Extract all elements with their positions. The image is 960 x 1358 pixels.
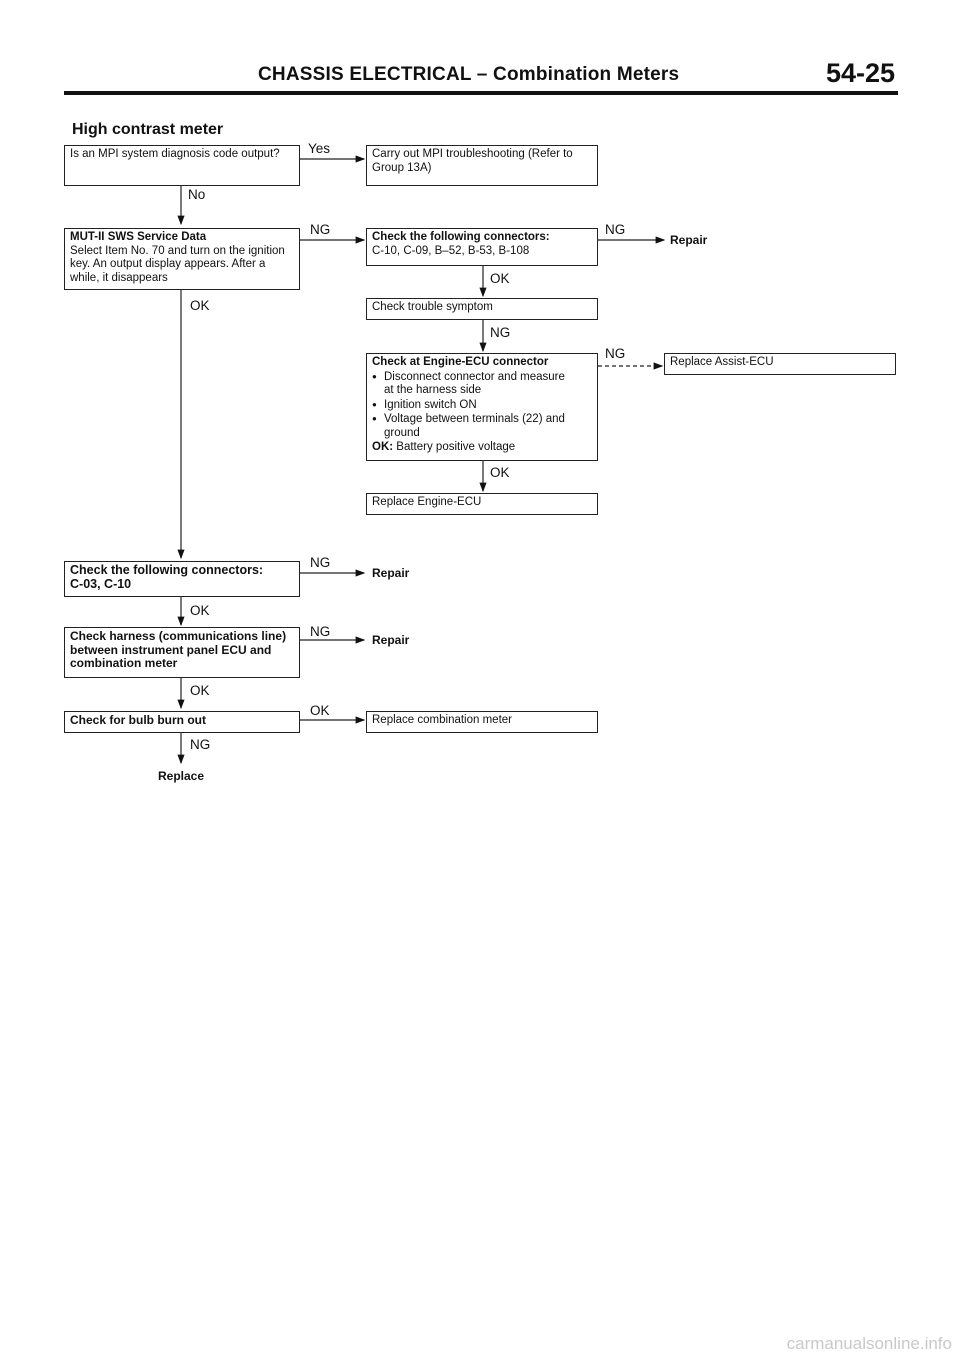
ng-label-b6: NG [605, 346, 626, 361]
harness-check-text: Check harness (communications line) between instrument panel ECU and combination meter [70, 629, 287, 671]
page-number: 54-25 [826, 58, 896, 88]
connectors-check-body-1: C-10, C-09, B–52, B-53, B-108 [372, 244, 530, 257]
mpi-troubleshooting-box [366, 145, 598, 186]
section-title: High contrast meter [72, 121, 224, 138]
bulb-burn-out-text: Check for bulb burn out [70, 713, 206, 727]
ng-label-b5: NG [490, 325, 511, 340]
connectors-check-title-2: Check the following connectors: [70, 563, 264, 577]
engine-ecu-connector-box [366, 353, 598, 461]
ok-label-b10: OK [190, 683, 210, 698]
header-title: CHASSIS ELECTRICAL – Combination Meters [258, 64, 680, 85]
replace-assist-ecu-text: Replace Assist-ECU [670, 356, 774, 368]
connectors-check-box-1 [366, 228, 598, 266]
replace-result: Replace [158, 769, 205, 783]
connectors-check-box-2 [64, 561, 300, 597]
trouble-symptom-box [366, 298, 598, 320]
replace-engine-ecu-box [366, 493, 598, 515]
diagnosis-code-question-text: Is an MPI system diagnosis code output? [70, 148, 280, 160]
repair-result-1: Repair [670, 233, 708, 247]
ok-label-b6: OK [490, 465, 510, 480]
ng-label-b3: NG [310, 222, 331, 237]
engine-ecu-ok-text: Battery positive voltage [396, 440, 516, 453]
ng-label-b11: NG [190, 737, 211, 752]
replace-engine-ecu-text: Replace Engine-ECU [372, 496, 482, 508]
engine-ecu-bullet-1: ● Disconnect connector and measure [372, 370, 592, 385]
no-label: No [188, 187, 206, 202]
ok-label-b3: OK [190, 298, 210, 313]
connectors-check-body-2: C-03, C-10 [70, 576, 132, 591]
engine-ecu-bullet-1-cont: at the harness side [384, 384, 482, 397]
engine-ecu-bullet-3: ● Voltage between terminals (22) and [372, 412, 592, 427]
diagnosis-code-question-box [64, 145, 300, 186]
watermark: carmanualsonline.info [786, 1334, 952, 1353]
replace-assist-ecu-box [664, 353, 896, 375]
replace-combination-meter-box [366, 711, 598, 733]
ok-label-b4: OK [490, 271, 510, 286]
ok-label-b9: OK [190, 603, 210, 618]
engine-ecu-bullet-2: ● Ignition switch ON [372, 398, 592, 413]
replace-combination-meter-text: Replace combination meter [372, 714, 512, 726]
trouble-symptom-text: Check trouble symptom [372, 301, 493, 313]
ng-label-b10: NG [310, 624, 331, 639]
bulb-burn-out-box [64, 711, 300, 733]
engine-ecu-connector-title: Check at Engine-ECU connector [372, 356, 549, 368]
mut-ii-service-data-box [64, 228, 300, 290]
engine-ecu-ok-label: OK: [372, 440, 394, 453]
ng-label-b9: NG [310, 555, 331, 570]
engine-ecu-bullet-3-cont: ground [384, 426, 420, 439]
mpi-troubleshooting-text: Carry out MPI troubleshooting (Refer to Group 13A) [372, 148, 573, 174]
mut-ii-service-data-body: Select Item No. 70 and turn on the ignition key. An output display appears. After a while, it disappears [70, 244, 285, 284]
yes-label: Yes [308, 141, 331, 156]
repair-result-2: Repair [372, 566, 410, 580]
ng-label-b4: NG [605, 222, 626, 237]
ok-label-b11: OK [310, 703, 330, 718]
connectors-check-title-1: Check the following connectors: [372, 231, 550, 243]
harness-check-box [64, 627, 300, 678]
repair-result-3: Repair [372, 633, 410, 647]
mut-ii-service-data-title: MUT-II SWS Service Data [70, 231, 207, 243]
